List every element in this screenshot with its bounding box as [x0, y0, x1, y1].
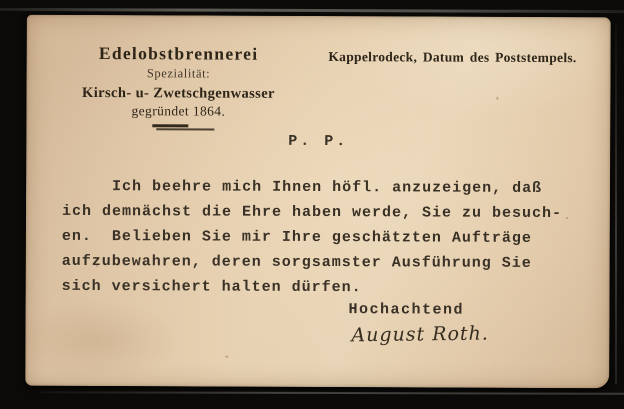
postcard	[25, 15, 611, 389]
paper-speck	[96, 265, 98, 267]
background-highlight-top	[0, 8, 624, 13]
place-and-postmark-date-line: Kappelrodeck, Datum des Poststempels.	[328, 49, 577, 66]
sender-founded-year: gegründet 1864.	[131, 103, 226, 119]
paper-speck	[496, 97, 498, 100]
message-line: Ich beehre mich Ihnen höfl. anzuzeigen, daß	[112, 178, 543, 197]
sender-company-name: Edelobstbrennerei	[98, 43, 259, 64]
background-highlight-right	[615, 24, 617, 384]
sender-products: Kirsch- u- Zwetschgenwasser	[82, 84, 275, 102]
signature: August Roth.	[351, 322, 490, 347]
typewritten-message	[62, 174, 583, 301]
sender-letterhead	[64, 43, 292, 135]
background-highlight-bottom	[40, 391, 624, 395]
paper-speck	[566, 217, 568, 219]
sender-specialty-label: Spezialität:	[146, 66, 211, 81]
message-line: sich versichert halten dürfen.	[61, 277, 362, 297]
message-line: aufzubewahren, deren sorgsamster Ausführung Sie	[61, 252, 532, 272]
divider-rule-thin	[156, 128, 214, 130]
paper-speck	[225, 356, 228, 358]
salutation: P. P.	[288, 132, 349, 151]
message-line: ich demnächst die Ehre haben werde, Sie zu besuch-	[61, 202, 563, 223]
divider-rule-thick	[152, 124, 188, 127]
message-line: en. Belieben Sie mir Ihre geschätzten Aufträge	[61, 227, 532, 247]
closing-phrase: Hochachtend	[348, 301, 465, 319]
